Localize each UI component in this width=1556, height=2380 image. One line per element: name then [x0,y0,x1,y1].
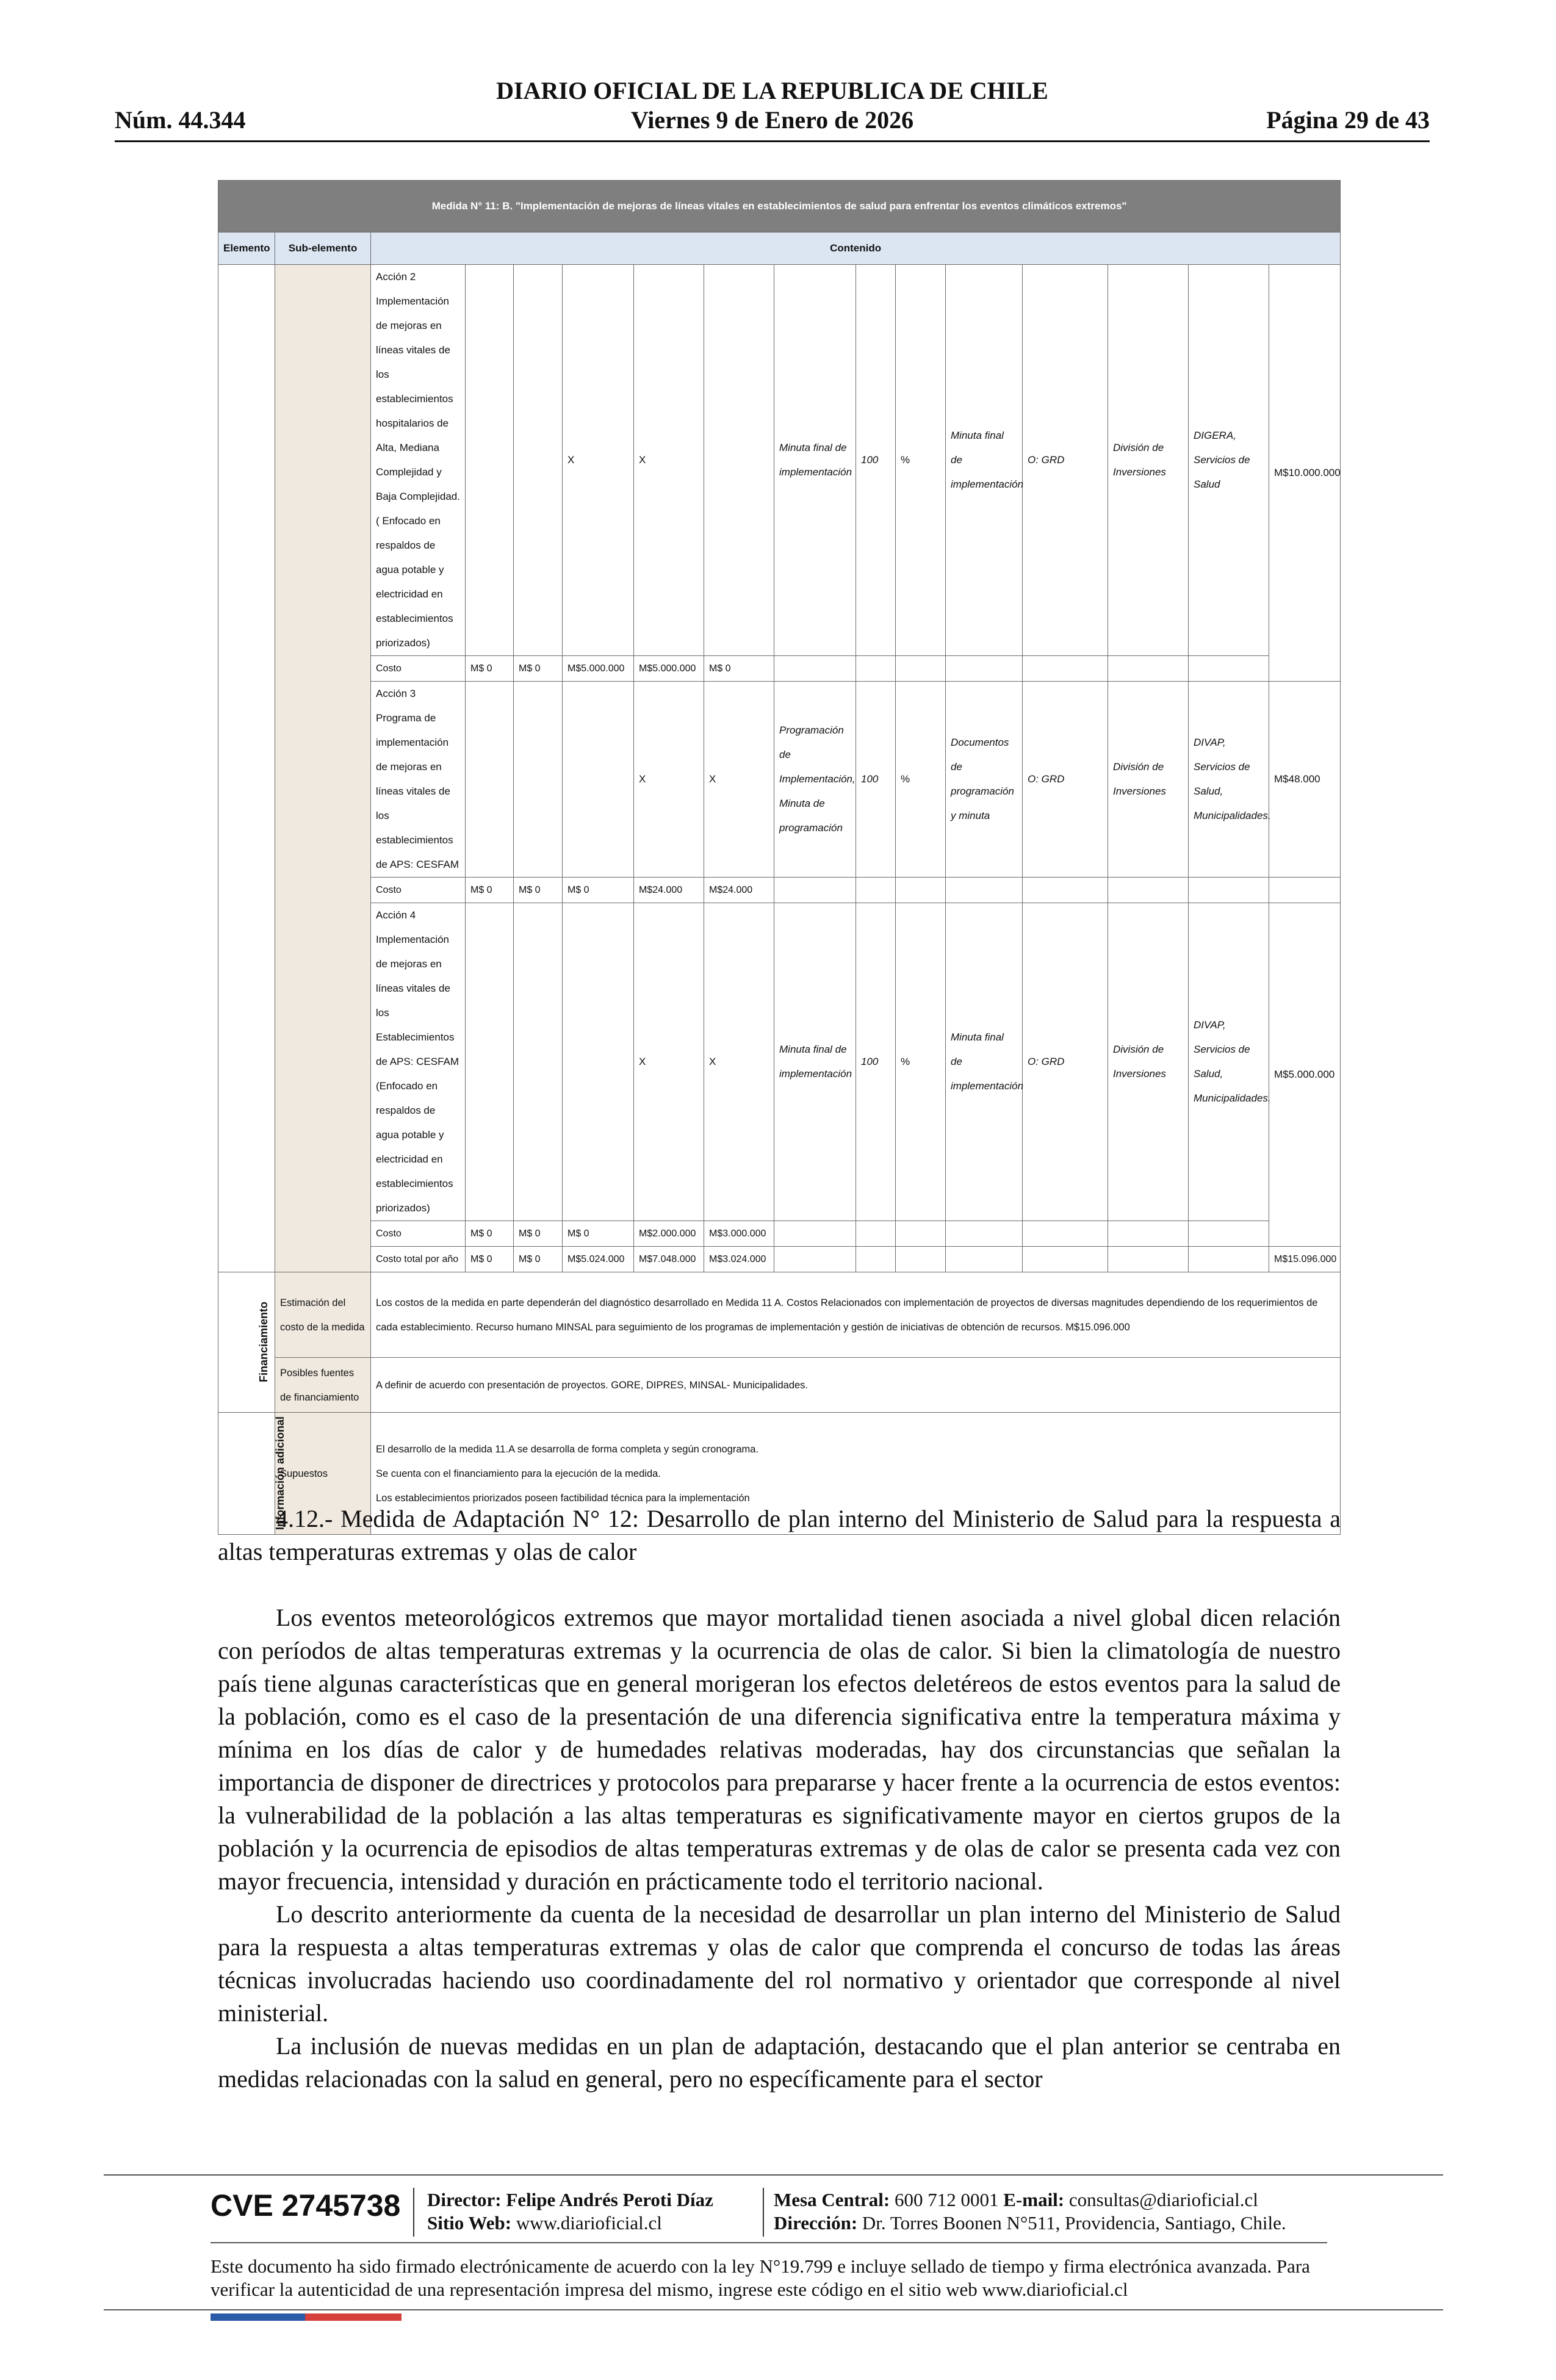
empty-cell [774,1221,856,1247]
empty-cell [896,1221,946,1247]
empty-cell [946,656,1023,682]
empty-cell [946,1221,1023,1247]
empty-cell [1023,878,1108,903]
body-text [218,1502,1341,2096]
accion4-responsable: O: GRD [1023,903,1108,1221]
accion4-costo-label: Costo [371,1221,466,1247]
accion2-colaboradores: DIGERA, Servicios de Salud [1189,265,1269,656]
table-row-accion2-costo [218,656,1341,682]
total-presupuesto: M$15.096.000 [1269,1247,1341,1272]
accion3-colaboradores: DIVAP, Servicios de Salud, Municipalidades. [1189,682,1269,878]
col-header-elemento: Elemento [218,233,275,265]
direccion-label: Dirección: [774,2212,858,2234]
accion3-costo-y1: M$ 0 [466,878,514,903]
issue-number: Núm. 44.344 [115,106,246,134]
accion3-year4: X [634,682,704,878]
accion4-year5: X [704,903,774,1221]
empty-cell [1108,656,1189,682]
empty-cell [1108,878,1189,903]
footer-rule-top [104,2174,1443,2176]
table-row-accion4 [218,903,1341,1221]
mesa-phone: 600 712 0001 [895,2189,999,2210]
accion4-presupuesto: M$5.000.000 [1269,903,1341,1247]
accion3-year5: X [704,682,774,878]
direccion-text: Dr. Torres Boonen N°511, Providencia, Santiago, Chile. [862,2212,1286,2234]
total-costo-y5: M$3.024.000 [704,1247,774,1272]
empty-cell [1108,1247,1189,1272]
accion2-costo-label: Costo [371,656,466,682]
empty-cell [1189,656,1269,682]
empty-cell [856,878,896,903]
accion4-label: Acción 4 Implementación de mejoras en líneas vitales de los Establecimientos de APS: CESFAM (Enfocado en respaldos de agua potable y electricidad en establecimientos priorizados) [371,903,466,1221]
empty-cell [1189,1247,1269,1272]
accion4-costo-y2: M$ 0 [514,1221,563,1247]
accion4-verificador: Minuta final de implementación [946,903,1023,1221]
accion3-year2 [514,682,563,878]
empty-cell [896,656,946,682]
accion4-year2 [514,903,563,1221]
accion3-verificador: Documentos de programación y minuta [946,682,1023,878]
estimacion-content: Los costos de la medida en parte dependerán del diagnóstico desarrollado en Medida 11 A. Costos Relacionados con implementación de proyectos de diversas magnitudes dependiendo de los requerimientos de cada establecimiento. Recurso humano MINSAL para seguimiento de los programas de implementación y gestión de iniciativas de obtención de recursos. M$15.096.000 [371,1272,1341,1358]
paragraph-2: Lo descrito anteriormente da cuenta de la necesidad de desarrollar un plan interno del Ministerio de Salud para la respuesta a altas temperaturas extremas y olas de calor que comprenda el concurso de todas las áreas técnicas involucradas haciendo uso coordinadamente del rol normativo y orientador que corresponde al nivel ministerial. [218,1900,1341,2027]
measure-table [218,180,1341,1535]
accion3-area: División de Inversiones [1108,682,1189,878]
accion4-costo-y1: M$ 0 [466,1221,514,1247]
header-rule [115,140,1430,142]
footer-rule-bottom [104,2309,1443,2310]
accion3-costo-label: Costo [371,878,466,903]
elemento-blank-cell [218,265,275,1272]
col-header-contenido: Contenido [371,233,1341,265]
empty-cell [774,1247,856,1272]
empty-cell [1023,656,1108,682]
accion3-costo-y5: M$24.000 [704,878,774,903]
empty-cell [1023,1247,1108,1272]
accion4-year3 [563,903,634,1221]
email-link[interactable]: consultas@diarioficial.cl [1068,2189,1258,2210]
accion2-presupuesto: M$10.000.000 [1269,265,1341,682]
empty-cell [856,1247,896,1272]
accion4-colaboradores: DIVAP, Servicios de Salud, Municipalidades. [1189,903,1269,1221]
accion3-indicador: Programación de Implementación, Minuta de programación [774,682,856,878]
accion2-unidad: % [896,265,946,656]
director-name: Felipe Andrés Peroti Díaz [506,2189,713,2210]
empty-cell [946,1247,1023,1272]
footer-divider [413,2188,414,2237]
accion2-year4: X [634,265,704,656]
page-header [115,76,1430,145]
accion3-label: Acción 3 Programa de implementación de mejoras en líneas vitales de los establecimientos de APS: CESFAM [371,682,466,878]
accion3-year1 [466,682,514,878]
measure-table-wrapper [218,180,1341,1531]
empty-cell [1023,1221,1108,1247]
empty-cell [896,1247,946,1272]
table-row-accion3-costo [218,878,1341,903]
total-costo-label: Costo total por año [371,1247,466,1272]
page-number: Página 29 de 43 [1266,106,1430,134]
supuesto-line: Se cuenta con el financiamiento para la ejecución de la medida. [376,1468,661,1479]
accion4-indicador: Minuta final de implementación [774,903,856,1221]
empty-cell [1108,1221,1189,1247]
paragraph-3: La inclusión de nuevas medidas en un plan de adaptación, destacando que el plan anterior se centraba en medidas relacionadas con la salud en general, pero no específicamente para el sector [218,2032,1341,2093]
accion2-verificador: Minuta final de implementación [946,265,1023,656]
accion4-area: División de Inversiones [1108,903,1189,1221]
total-costo-y4: M$7.048.000 [634,1247,704,1272]
empty-cell [774,878,856,903]
accion2-costo-y2: M$ 0 [514,656,563,682]
web-label: Sitio Web: [427,2212,512,2234]
empty-cell [1189,878,1269,903]
empty-cell [856,656,896,682]
sub-supuestos-label: Supuestos [275,1413,371,1535]
total-costo-y2: M$ 0 [514,1247,563,1272]
accion4-year4: X [634,903,704,1221]
accion2-year2 [514,265,563,656]
director-label: Director: [427,2189,502,2210]
accion2-year3: X [563,265,634,656]
supuesto-line: Los establecimientos priorizados poseen factibilidad técnica para la implementación [376,1492,750,1504]
empty-cell [946,878,1023,903]
accion2-indicador: Minuta final de implementación [774,265,856,656]
accion3-meta: 100 [856,682,896,878]
web-link[interactable]: www.diarioficial.cl [516,2212,662,2234]
accion2-meta: 100 [856,265,896,656]
accion2-year5 [704,265,774,656]
accion4-unidad: % [896,903,946,1221]
fuentes-content: A definir de acuerdo con presentación de proyectos. GORE, DIPRES, MINSAL- Municipalidades. [371,1358,1341,1413]
accion3-year3 [563,682,634,878]
financiamiento-label: Financiamiento [258,1301,270,1383]
flag-stripe-blue [211,2313,305,2321]
accion2-label: Acción 2 Implementación de mejoras en líneas vitales de los establecimientos hospitalarios de Alta, Mediana Complejidad y Baja Complejidad. ( Enfocado en respaldos de agua potable y electricidad en establecimientos priorizados) [371,265,466,656]
total-costo-y3: M$5.024.000 [563,1247,634,1272]
accion3-costo-y4: M$24.000 [634,878,704,903]
table-row-accion2 [218,265,1341,656]
accion3-unidad: % [896,682,946,878]
accion2-costo-y5: M$ 0 [704,656,774,682]
gazette-title: DIARIO OFICIAL DE LA REPUBLICA DE CHILE [496,77,1048,104]
table-row-accion4-costo [218,1221,1341,1247]
section-heading: 4.12.- Medida de Adaptación N° 12: Desarrollo de plan interno del Ministerio de Salud para la respuesta a altas temperaturas extremas y olas de calor [218,1505,1341,1565]
total-costo-y1: M$ 0 [466,1247,514,1272]
accion2-area: División de Inversiones [1108,265,1189,656]
table-title: Medida N° 11: B. "Implementación de mejoras de líneas vitales en establecimientos de salud para enfrentar los eventos climáticos extremos" [218,181,1341,233]
accion2-costo-y1: M$ 0 [466,656,514,682]
col-header-subelemento: Sub-elemento [275,233,371,265]
issue-date: Viernes 9 de Enero de 2026 [630,106,914,134]
accion3-presupuesto: M$48.000 [1269,682,1341,878]
accion4-year1 [466,903,514,1221]
cve-code: CVE 2745738 [211,2188,401,2223]
footer-rule-mid [211,2242,1327,2243]
accion4-costo-y4: M$2.000.000 [634,1221,704,1247]
table-row-fuentes [218,1358,1341,1413]
paragraph-1: Los eventos meteorológicos extremos que mayor mortalidad tienen asociada a nivel global dicen relación con períodos de altas temperaturas extremas y la ocurrencia de olas de calor. Si bien la climatología de nuestro país tiene algunas características que en general morigeran los efectos deletéreos de estos eventos para la salud de la población, como es el caso de la presentación de una diferencia significativa entre la temperatura máxima y mínima en los días de calor y de humedades relativas moderadas, hay dos circunstancias que señalan la importancia de disponer de directrices y protocolos para prepararse y hacer frente a la ocurrencia de estos eventos: la vulnerabilidad de la población a las altas temperaturas es significativamente mayor en ciertos grupos de la población y la ocurrencia de episodios de altas temperaturas extremas y de olas de calor se presenta cada vez con mayor frecuencia, intensidad y duración en prácticamente todo el territorio nacional. [218,1604,1341,1895]
footer-director-block [427,2188,713,2235]
accion4-costo-y3: M$ 0 [563,1221,634,1247]
supuesto-line: El desarrollo de la medida 11.A se desarrolla de forma completa y según cronograma. [376,1443,759,1455]
accion2-costo-y3: M$5.000.000 [563,656,634,682]
accion3-costo-y3: M$ 0 [563,878,634,903]
accion2-responsable: O: GRD [1023,265,1108,656]
flag-stripe-red [305,2313,402,2321]
legal-notice: Este documento ha sido firmado electrónicamente de acuerdo con la ley N°19.799 e incluye sellado de tiempo y firma electrónica avanzada. Para verificar la autenticidad de una representación impresa del mismo, ingrese este código en el sitio web www.diarioficial.cl [211,2256,1310,2300]
empty-cell [774,656,856,682]
table-row-estimacion [218,1272,1341,1358]
empty-cell [856,1221,896,1247]
email-label: E-mail: [1003,2189,1065,2210]
accion3-responsable: O: GRD [1023,682,1108,878]
empty-cell [1269,878,1341,903]
subelemento-blank-cell [275,265,371,1272]
table-row-accion3 [218,682,1341,878]
accion2-year1 [466,265,514,656]
empty-cell [1189,1221,1269,1247]
accion4-meta: 100 [856,903,896,1221]
accion3-costo-y2: M$ 0 [514,878,563,903]
accion4-costo-y5: M$3.000.000 [704,1221,774,1247]
sub-fuentes-label: Posibles fuentes de financiamiento [275,1358,371,1413]
footer-divider [763,2188,764,2237]
mesa-label: Mesa Central: [774,2189,890,2210]
empty-cell [896,878,946,903]
footer-contact-block [774,2188,1286,2235]
element-financiamiento [218,1272,275,1413]
informacion-adicional-label: Información adicional [274,1416,287,1531]
sub-estimacion-label: Estimación del costo de la medida [275,1272,371,1358]
table-row-costo-total [218,1247,1341,1272]
accion2-costo-y4: M$5.000.000 [634,656,704,682]
